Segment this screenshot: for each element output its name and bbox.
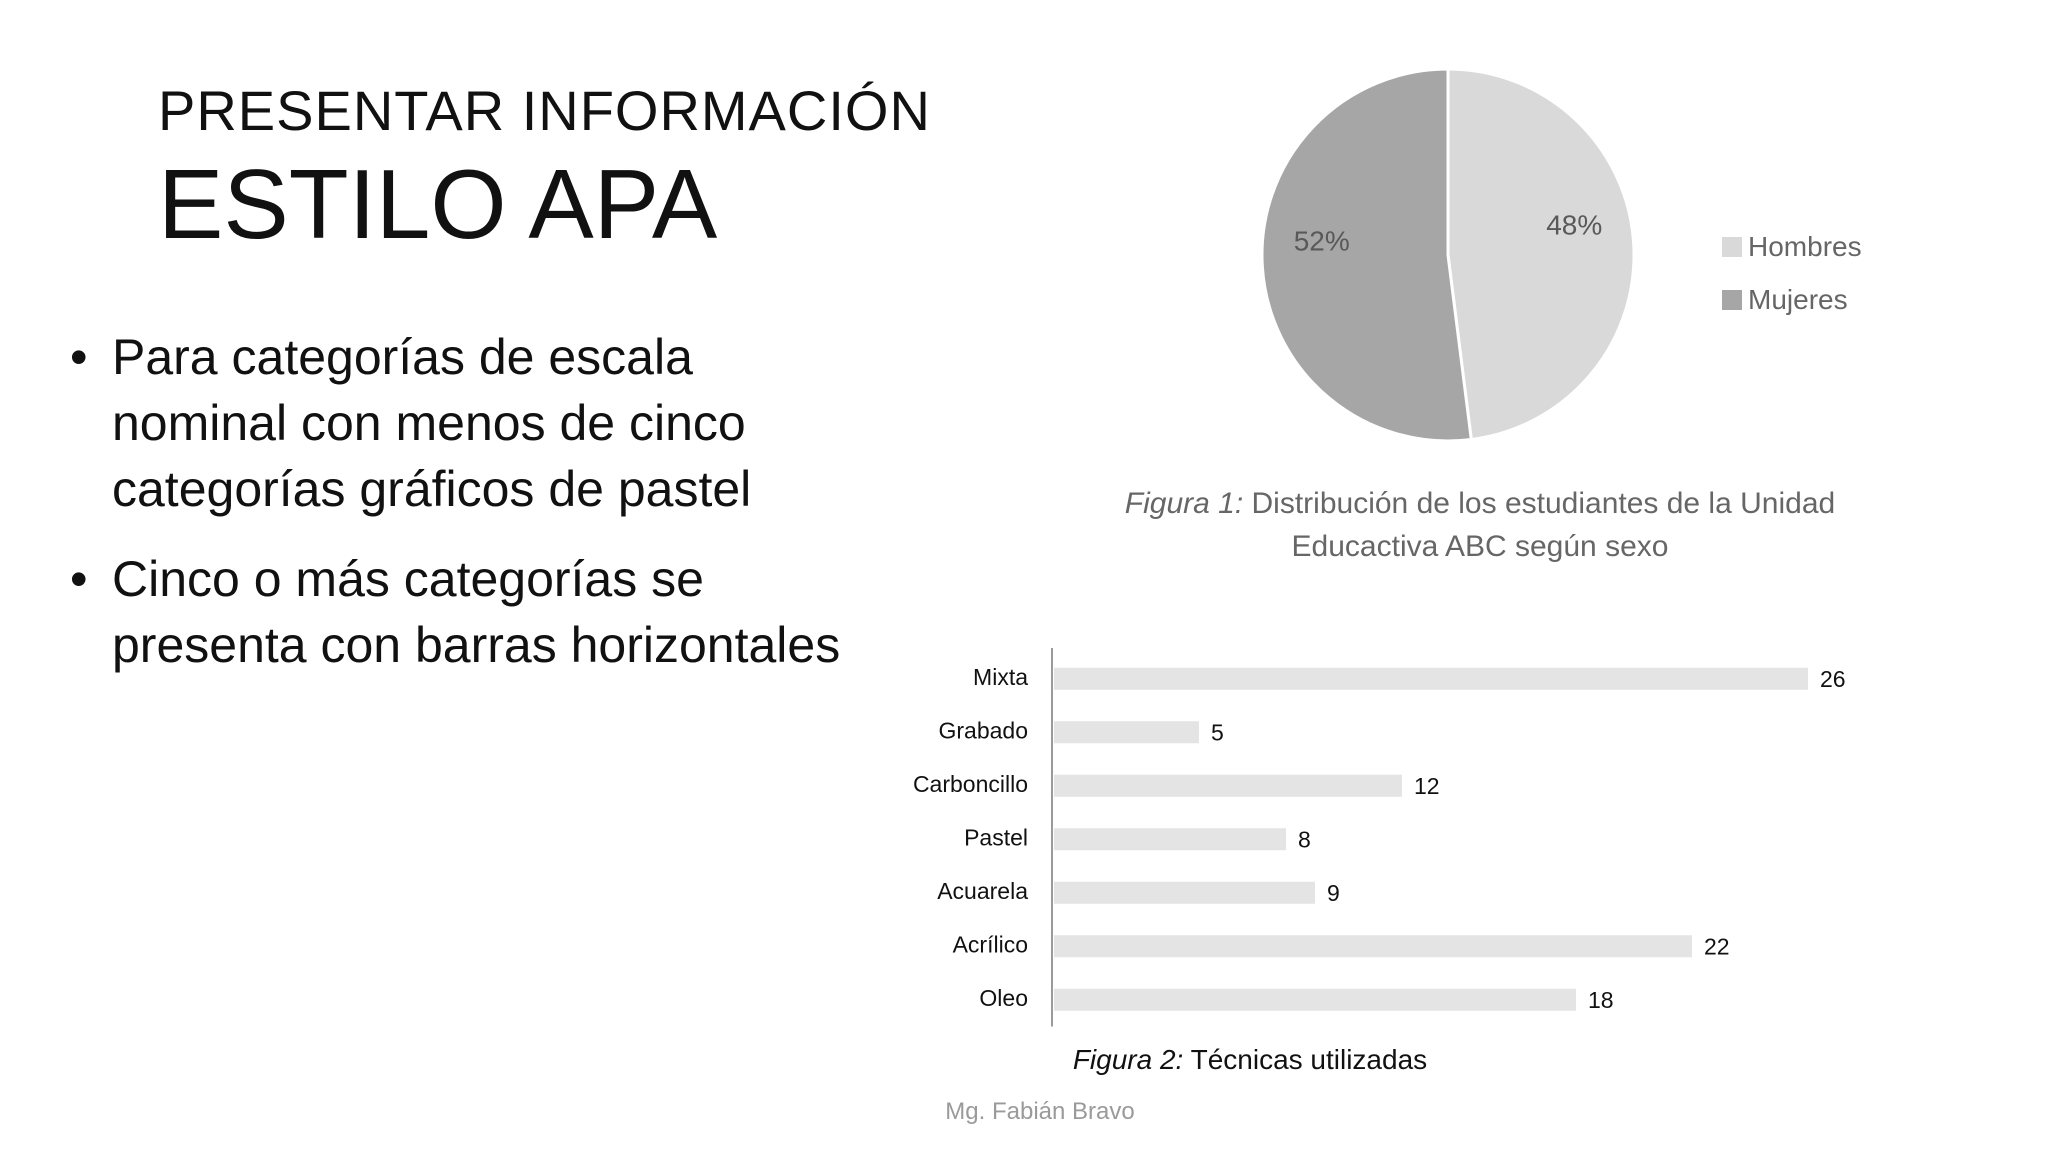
bullet-text: Para categorías de escala nominal con menos de cinco categorías gráficos de pastel [112, 329, 752, 517]
bar-category-label: Grabado [938, 717, 1028, 744]
bar-category-label: Oleo [979, 984, 1028, 1011]
bar-value-label: 9 [1327, 879, 1340, 906]
bar-mixta [1054, 668, 1808, 690]
bar-value-label: 22 [1704, 933, 1730, 960]
pie-slice-hombres [1448, 69, 1634, 440]
figure1-caption-text: Distribución de los estudiantes de la Unidad Educactiva ABC según sexo [1243, 487, 1836, 563]
legend-item-mujeres [1722, 273, 1862, 326]
bar-pastel [1054, 828, 1286, 850]
bar-value-label: 12 [1414, 772, 1440, 799]
figure2-caption-label: Figura 2: [1072, 1044, 1184, 1075]
slide-title-line1: PRESENTAR INFORMACIÓN [158, 79, 931, 142]
legend-swatch [1722, 237, 1742, 257]
bar-acrílico [1054, 935, 1692, 957]
figure2-caption [900, 1044, 1600, 1076]
figure1-caption [1110, 482, 1850, 568]
legend-swatch [1722, 290, 1742, 310]
bar-category-label: Pastel [964, 824, 1028, 851]
bar-grabado [1054, 721, 1199, 743]
bar-chart [860, 640, 1880, 1040]
bar-value-label: 26 [1820, 665, 1846, 692]
bar-carboncillo [1054, 775, 1402, 797]
slide-title-line2: ESTILO APA [158, 149, 718, 259]
bullet-item [70, 546, 860, 678]
legend-label: Hombres [1748, 230, 1862, 262]
bar-acuarela [1054, 882, 1315, 904]
bullet-item [70, 324, 860, 522]
bar-category-label: Carboncillo [912, 770, 1028, 797]
legend-label: Mujeres [1748, 283, 1848, 315]
footer-author: Mg. Fabián Bravo [945, 1098, 1135, 1125]
pie-slice-label: 48% [1546, 209, 1603, 241]
bar-oleo [1054, 989, 1576, 1011]
bar-value-label: 18 [1588, 986, 1614, 1013]
bar-category-label: Mixta [973, 663, 1028, 690]
pie-slice-label: 52% [1293, 225, 1350, 257]
bar-value-label: 5 [1211, 719, 1224, 746]
bar-value-label: 8 [1298, 826, 1311, 853]
bullet-text: Cinco o más categorías se presenta con barras horizontales [112, 551, 841, 673]
pie-legend [1722, 220, 1862, 326]
bullet-dot: • [70, 329, 88, 385]
figure2-caption-text: Técnicas utilizadas [1183, 1044, 1428, 1075]
figure1-caption-label: Figura 1: [1124, 487, 1244, 520]
pie-chart [1230, 50, 1650, 450]
bullet-list [70, 324, 860, 702]
bar-category-label: Acrílico [952, 931, 1028, 958]
bar-category-label: Acuarela [937, 877, 1028, 904]
bullet-dot: • [70, 551, 88, 607]
legend-item-hombres [1722, 220, 1862, 273]
